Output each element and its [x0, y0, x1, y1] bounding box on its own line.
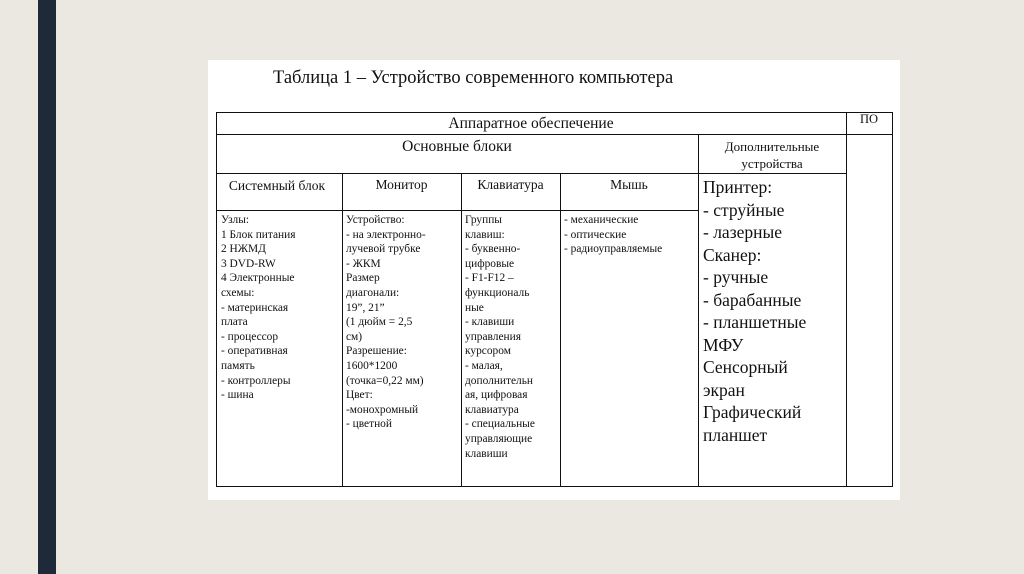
cell-line: клавиши — [465, 447, 508, 460]
cell-line: экран — [703, 379, 745, 400]
cell-line: Узлы: — [221, 214, 250, 226]
cell-line: - оптические — [564, 228, 627, 241]
cell-line: Группы — [465, 214, 502, 226]
cell-line: 19”, 21” — [346, 301, 385, 314]
cell-line: 1600*1200 — [346, 359, 398, 372]
cell-line: (1 дюйм = 2,5 — [346, 316, 413, 329]
cell-line: 4 Электронные — [221, 272, 295, 285]
cell-line: - F1-F12 – — [465, 272, 514, 285]
cell-line: функциональ — [465, 286, 530, 299]
cell-line: - лазерные — [703, 222, 783, 242]
cell-line: см) — [346, 330, 363, 343]
cell-line: - контроллеры — [221, 374, 291, 387]
system-unit-cell — [221, 213, 341, 403]
keyboard-cell — [465, 213, 559, 461]
cell-line: - процессор — [221, 330, 279, 343]
cell-line: - клавиши — [465, 316, 515, 329]
cell-line: - на электронно- — [346, 228, 426, 241]
cell-line: клавиш: — [465, 228, 505, 241]
slide-margin — [0, 0, 38, 574]
cell-line: - ручные — [703, 267, 769, 287]
cell-line: ные — [465, 301, 484, 314]
document-page — [208, 60, 900, 500]
cell-line: дополнительн — [465, 374, 534, 387]
cell-line: плата — [221, 316, 248, 329]
cell-line: управляющие — [465, 432, 533, 445]
cell-line: ая, цифровая — [465, 389, 528, 402]
cell-line: - струйные — [703, 199, 785, 220]
cell-line: Сенсорный — [703, 357, 788, 377]
cell-line: Сканер: — [703, 244, 762, 265]
cell-line: память — [221, 359, 255, 372]
software-header: ПО — [859, 112, 879, 126]
cell-line: - цветной — [346, 418, 392, 431]
cell-line: 3 DVD-RW — [221, 257, 276, 270]
cell-line: - барабанные — [703, 289, 802, 310]
cell-line: диагонали: — [346, 286, 400, 299]
cell-line: - оперативная — [221, 345, 288, 358]
cell-line: лучевой трубке — [346, 243, 421, 256]
cell-line: -монохромный — [346, 403, 419, 416]
cell-line: 2 НЖМД — [221, 243, 266, 256]
cell-line: Устройство: — [346, 214, 405, 226]
slide-accent-bar — [38, 0, 56, 574]
column-header-monitor: Монитор — [375, 177, 428, 192]
additional-header: Дополнительные устройства — [724, 139, 820, 171]
cell-line: управления — [465, 330, 521, 343]
cell-line: цифровые — [465, 257, 515, 270]
cell-line: Цвет: — [346, 389, 373, 402]
cell-line: Разрешение: — [346, 345, 407, 358]
column-header-system-unit: Системный блок — [228, 178, 326, 193]
additional-devices-cell — [703, 176, 845, 446]
mouse-cell — [564, 213, 698, 257]
cell-line: курсором — [465, 345, 511, 358]
cell-line: Принтер: — [703, 177, 773, 197]
cell-line: Размер — [346, 272, 380, 285]
cell-line: - механические — [564, 214, 639, 226]
table-caption: Таблица 1 – Устройство современного компьютера — [273, 68, 674, 88]
cell-line: Графический — [703, 402, 802, 422]
cell-line: 1 Блок питания — [221, 228, 296, 241]
cell-line: - буквенно- — [465, 243, 521, 256]
cell-line: - материнская — [221, 301, 289, 314]
monitor-cell — [346, 213, 460, 432]
device-table — [208, 60, 900, 500]
cell-line: - специальные — [465, 418, 535, 431]
column-header-keyboard: Клавиатура — [477, 177, 544, 192]
cell-line: клавиатура — [465, 403, 519, 416]
cell-line: - радиоуправляемые — [564, 243, 663, 256]
main-blocks-header: Основные блоки — [402, 138, 512, 155]
cell-line: планшет — [703, 424, 768, 445]
column-header-mouse: Мышь — [610, 177, 648, 192]
hardware-header: Аппаратное обеспечение — [448, 115, 614, 132]
cell-line: - шина — [221, 389, 254, 402]
cell-line: схемы: — [221, 286, 255, 299]
cell-line: (точка=0,22 мм) — [346, 374, 424, 387]
cell-line: МФУ — [703, 334, 744, 355]
cell-line: - планшетные — [703, 312, 807, 332]
cell-line: - малая, — [465, 359, 503, 372]
cell-line: - ЖКМ — [346, 257, 381, 270]
